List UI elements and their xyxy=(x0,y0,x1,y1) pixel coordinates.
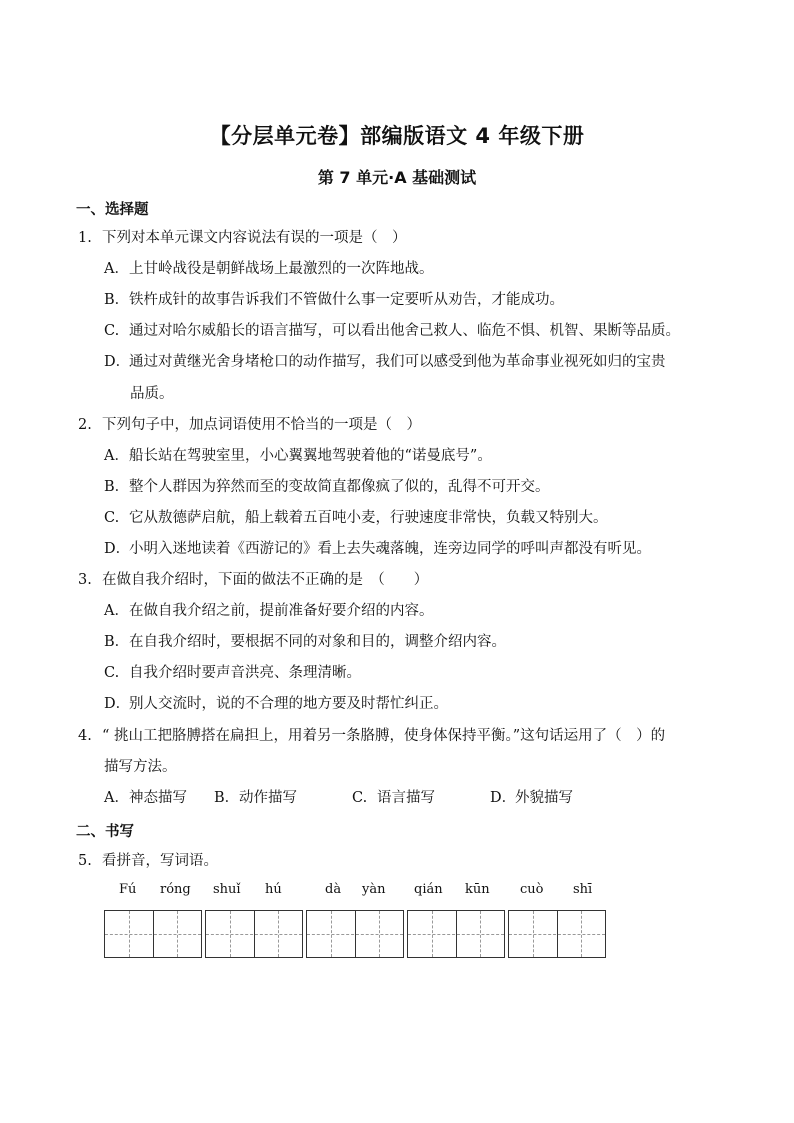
question-number: 5. xyxy=(78,853,92,869)
question-text: “ 挑山工把胳膊搭在扁担上，用着另一条胳膊，使身体保持平衡。”这句话运用了（ ）的 xyxy=(102,728,666,744)
option-text: 通过对哈尔威船长的语言描写，可以看出他舍己救人、临危不惧、机智、果断等品质。 xyxy=(129,323,680,339)
q2-option-d[interactable] xyxy=(104,539,651,559)
option-text: 神态描写 xyxy=(129,790,187,806)
writing-box-word-5[interactable] xyxy=(508,910,606,958)
option-text: 上甘岭战役是朝鲜战场上最激烈的一次阵地战。 xyxy=(129,261,434,277)
q1-option-d[interactable] xyxy=(104,352,666,372)
question-2 xyxy=(78,415,421,435)
option-letter: B． xyxy=(104,292,130,308)
pinyin-label: yàn xyxy=(362,882,386,897)
q4-option-d[interactable] xyxy=(490,788,573,808)
option-letter: D． xyxy=(490,790,517,806)
option-letter: D． xyxy=(104,696,131,712)
page-title: 【分层单元卷】部编版语文 4 年级下册 xyxy=(209,124,585,148)
writing-box-word-2[interactable] xyxy=(205,910,303,958)
pinyin-label: shī xyxy=(573,882,593,897)
pinyin-label: dà xyxy=(325,882,342,897)
section-heading-choice: 一、选择题 xyxy=(76,202,149,218)
q1-option-c[interactable] xyxy=(104,321,680,341)
q3-option-d[interactable] xyxy=(104,694,448,714)
question-1 xyxy=(78,228,407,248)
option-text: 自我介绍时要声音洪亮、条理清晰。 xyxy=(129,665,361,681)
writing-box-word-4[interactable] xyxy=(407,910,505,958)
option-letter: A． xyxy=(104,261,129,277)
option-text: 铁杵成针的故事告诉我们不管做什么事一定要听从劝告，才能成功。 xyxy=(129,292,564,308)
option-letter: C. xyxy=(104,510,120,526)
pinyin-label: shuǐ xyxy=(213,882,241,897)
page-subtitle: 第 7 单元·A 基础测试 xyxy=(317,168,477,187)
q3-option-b[interactable] xyxy=(104,632,506,652)
q2-option-a[interactable] xyxy=(104,446,492,466)
q4-option-a[interactable] xyxy=(104,788,187,808)
q2-option-b[interactable] xyxy=(104,477,550,497)
q1-option-b[interactable] xyxy=(104,290,564,310)
question-number: 3. xyxy=(78,572,92,588)
pinyin-label: hú xyxy=(265,882,282,897)
pinyin-label: Fú xyxy=(119,882,137,897)
option-text: 船长站在驾驶室里，小心翼翼地驾驶着他的“诺曼底号”。 xyxy=(129,448,492,464)
option-letter: C. xyxy=(352,790,368,806)
question-3 xyxy=(78,570,428,590)
section-heading-writing: 二、书写 xyxy=(76,824,134,840)
option-letter: C. xyxy=(104,665,120,681)
question-number: 1. xyxy=(78,230,92,246)
option-text: 在自我介绍时，要根据不同的对象和目的，调整介绍内容。 xyxy=(129,634,506,650)
option-letter: B． xyxy=(214,790,240,806)
option-letter: D． xyxy=(104,541,131,557)
option-text: 别人交流时，说的不合理的地方要及时帮忙纠正。 xyxy=(129,696,448,712)
option-text: 整个人群因为猝然而至的变故简直都像疯了似的，乱得不可开交。 xyxy=(129,479,550,495)
question-5 xyxy=(78,851,218,871)
pinyin-label: cuò xyxy=(520,882,544,897)
option-letter: B． xyxy=(104,479,130,495)
q3-option-c[interactable] xyxy=(104,663,361,683)
question-text: 看拼音，写词语。 xyxy=(102,853,218,869)
question-text: 下列句子中，加点词语使用不恰当的一项是（ ） xyxy=(102,417,421,433)
pinyin-label: kūn xyxy=(465,882,490,897)
option-text: 小明入迷地读着《西游记的》看上去失魂落魄，连旁边同学的呼叫声都没有听见。 xyxy=(129,541,651,557)
q2-option-c[interactable] xyxy=(104,508,608,528)
option-text: 在做自我介绍之前，提前准备好要介绍的内容。 xyxy=(129,603,434,619)
q1-option-d-continuation: 品质。 xyxy=(130,386,174,402)
option-text: 语言描写 xyxy=(377,790,435,806)
q4-option-b[interactable] xyxy=(214,788,297,808)
pinyin-label: róng xyxy=(160,882,191,897)
question-text: 在做自我介绍时，下面的做法不正确的是 （ ） xyxy=(102,572,429,588)
option-letter: A． xyxy=(104,790,129,806)
pinyin-label: qián xyxy=(414,882,443,897)
question-number: 4. xyxy=(78,728,92,744)
option-text: 它从敖德萨启航，船上载着五百吨小麦，行驶速度非常快，负载又特别大。 xyxy=(129,510,608,526)
option-text: 通过对黄继光舍身堵枪口的动作描写，我们可以感受到他为革命事业视死如归的宝贵 xyxy=(129,354,666,370)
option-letter: C. xyxy=(104,323,120,339)
option-text: 外貌描写 xyxy=(515,790,573,806)
writing-box-word-1[interactable] xyxy=(104,910,202,958)
option-letter: D． xyxy=(104,354,131,370)
option-text: 动作描写 xyxy=(239,790,297,806)
question-4 xyxy=(78,726,665,746)
q3-option-a[interactable] xyxy=(104,601,434,621)
q1-option-a[interactable] xyxy=(104,259,434,279)
option-letter: B． xyxy=(104,634,130,650)
option-letter: A． xyxy=(104,603,129,619)
writing-box-word-3[interactable] xyxy=(306,910,404,958)
option-letter: A． xyxy=(104,448,129,464)
question-text: 下列对本单元课文内容说法有误的一项是（ ） xyxy=(102,230,407,246)
q4-text-continuation: 描写方法。 xyxy=(104,759,177,775)
question-number: 2. xyxy=(78,417,92,433)
q4-option-c[interactable] xyxy=(352,788,435,808)
